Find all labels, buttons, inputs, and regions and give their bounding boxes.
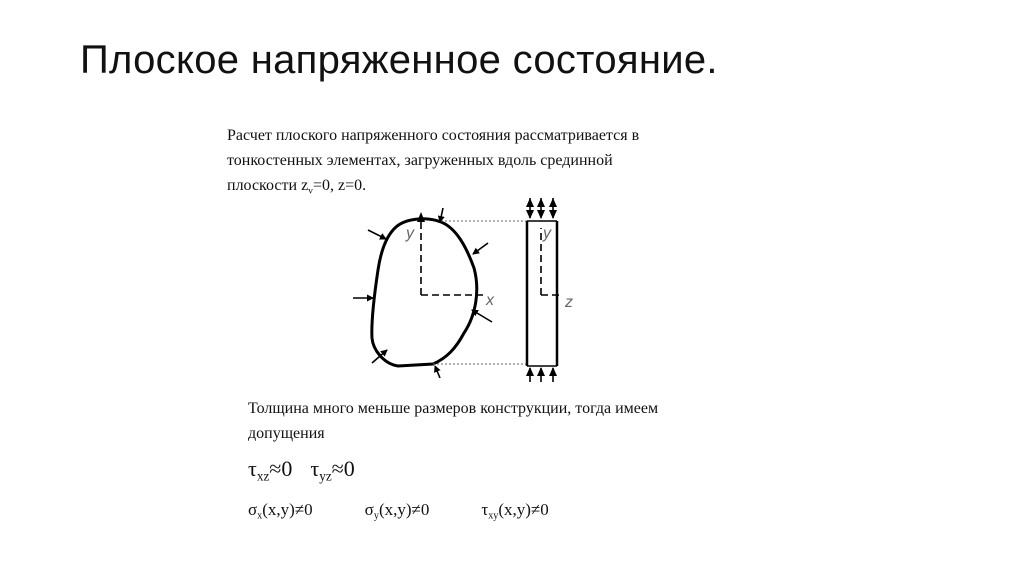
label-x: x: [486, 292, 494, 309]
side-view-plate: [527, 221, 557, 366]
assumption-line-2: допущения: [248, 425, 325, 442]
left-axes: [421, 222, 484, 295]
slide-title: Плоское напряженное состояние.: [80, 38, 718, 82]
intro-line-2: тонкостенных элементах, загруженных вдоль срединной: [227, 152, 613, 169]
label-y-right: y: [543, 225, 551, 242]
label-z: z: [565, 294, 573, 311]
shear-zero-formulas: [248, 456, 355, 485]
tau-xz-formula: $\tau_{xz}\approx 0$: [248, 456, 293, 484]
tau-xy-formula: $\tau_{xy}(x,y)\ne 0$: [481, 500, 549, 522]
assumption-line-1: Толщина много меньше размеров конструкции, тогда имеем: [248, 400, 659, 417]
y-axis-arrow-icon: [417, 212, 425, 222]
intro-line-1: Расчет плоского напряженного состояния рассматривается в: [227, 127, 640, 144]
intro-line-3: плоскости $z_v=0$, z=0.: [227, 177, 367, 197]
assumption-paragraph: [248, 396, 768, 446]
nonzero-stress-formulas: [248, 500, 549, 522]
tau-yz-formula: $\tau_{yz}\approx 0$: [310, 456, 355, 484]
projection-lines: [433, 221, 527, 364]
sigma-y-formula: $\sigma_y(x,y)\ne 0$: [364, 500, 430, 522]
plate-outline: [372, 219, 477, 366]
sigma-x-formula: $\sigma_x(x,y)\ne 0$: [248, 500, 313, 522]
label-y-left: y: [406, 225, 414, 242]
